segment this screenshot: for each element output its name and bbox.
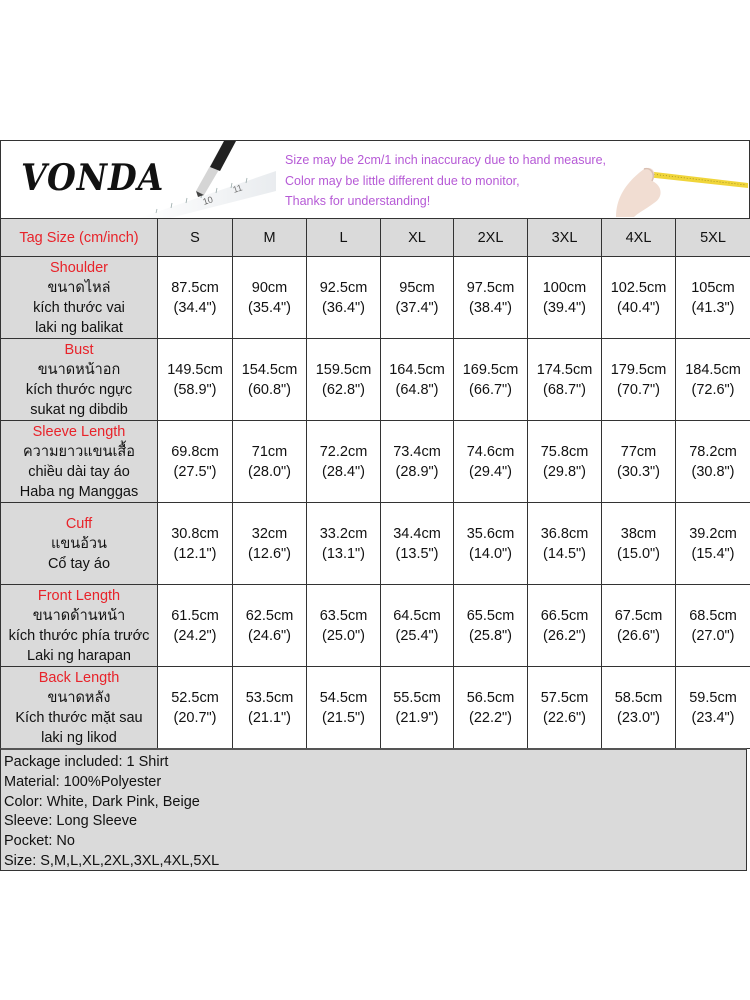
value-inch: (24.6") [247,627,292,644]
measurement-value [381,339,454,421]
measurement-row [1,257,750,339]
note-line: Size may be 2cm/1 inch inaccuracy due to hand measure, [285,153,607,167]
disclaimer-notes [285,150,606,212]
hand-measuring-tape-icon [606,151,748,217]
value-cm: 100cm [542,279,587,296]
size-header: 5XL [676,219,750,257]
measurement-value [233,257,307,339]
value-inch: (40.4") [616,299,661,316]
value-inch: (37.4") [395,299,439,316]
value-inch: (12.1") [173,545,217,562]
value-cm: 62.5cm [245,607,294,624]
measurement-value [233,667,307,749]
measurement-value [158,339,233,421]
value-inch: (60.8") [247,381,292,398]
spec-color: Color: White, Dark Pink, Beige [4,793,200,810]
measurement-value [381,585,454,667]
measurement-title: Front Length [37,587,121,604]
measurement-translation: ความยาวแขนเสื้อ [22,443,135,460]
measurement-value [602,421,676,503]
value-cm: 71cm [251,443,288,460]
value-inch: (13.5") [395,545,439,562]
measurement-translation: kích thước phía trước [8,627,150,644]
value-inch: (72.6") [691,381,735,398]
value-inch: (12.6") [247,545,292,562]
measurement-translation: sukat ng dibdib [30,401,128,418]
measurement-value [528,339,602,421]
value-cm: 74.6cm [466,443,515,460]
measurement-translation: laki ng balikat [35,319,123,336]
measurement-value [454,585,528,667]
note-line: Thanks for understanding! [285,194,431,208]
value-cm: 164.5cm [389,361,445,378]
measurement-translation: kích thước vai [33,299,125,316]
value-cm: 149.5cm [167,361,223,378]
measurement-value [158,421,233,503]
value-cm: 30.8cm [171,525,219,542]
value-inch: (28.0") [247,463,292,480]
value-cm: 63.5cm [319,607,368,624]
value-inch: (21.9") [395,709,439,726]
measurement-value [307,339,381,421]
size-header: S [158,219,233,257]
value-inch: (25.8") [468,627,513,644]
measurement-label [1,257,158,339]
value-cm: 55.5cm [393,689,441,706]
value-cm: 75.8cm [540,443,589,460]
value-cm: 154.5cm [241,361,298,378]
measurement-title: Sleeve Length [32,423,126,440]
spec-size: Size: S,M,L,XL,2XL,3XL,4XL,5XL [4,852,220,869]
svg-text:11: 11 [231,182,244,195]
measurement-value [307,421,381,503]
measurement-title: Back Length [38,669,120,686]
measurement-translation: chiều dài tay áo [28,463,130,480]
measurement-value [528,585,602,667]
measurement-value [676,421,750,503]
value-cm: 56.5cm [466,689,515,706]
tag-size-label: Tag Size (cm/inch) [1,219,158,257]
value-inch: (70.7") [616,381,661,398]
value-cm: 59.5cm [689,689,737,706]
value-inch: (66.7") [468,381,513,398]
measurement-title: Bust [64,341,94,358]
size-chart-banner [0,140,750,219]
value-cm: 102.5cm [610,279,667,296]
measurement-row [1,339,750,421]
value-inch: (24.2") [173,627,217,644]
value-cm: 52.5cm [171,689,219,706]
value-cm: 64.5cm [393,607,441,624]
value-inch: (62.8") [321,381,366,398]
value-cm: 33.2cm [319,525,368,542]
value-cm: 36.8cm [540,525,589,542]
measurement-translation: แขนอ้วน [51,535,107,552]
measurement-translation: ขนาดด้านหน้า [32,607,126,624]
value-inch: (25.4") [395,627,439,644]
value-cm: 169.5cm [462,361,519,378]
measurement-translation: ขนาดหลัง [47,689,111,706]
measurement-value [233,421,307,503]
measurement-value [381,421,454,503]
measurement-translation: Cổ tay áo [47,555,111,572]
size-header: M [233,219,307,257]
value-inch: (68.7") [542,381,587,398]
measurement-value [676,257,750,339]
value-inch: (38.4") [468,299,513,316]
value-cm: 38cm [620,525,657,542]
measurement-row [1,421,750,503]
value-inch: (28.9") [395,463,439,480]
measurement-value [233,339,307,421]
measurement-row [1,667,750,749]
measurement-value [454,667,528,749]
size-header: 3XL [528,219,602,257]
value-cm: 105cm [691,279,735,296]
measurement-translation: Laki ng harapan [27,647,131,664]
measurement-translation: kích thước ngực [25,381,133,398]
value-inch: (30.8") [691,463,735,480]
product-specs [0,748,747,871]
value-cm: 78.2cm [689,443,737,460]
value-cm: 39.2cm [689,525,737,542]
value-cm: 58.5cm [614,689,663,706]
value-cm: 57.5cm [540,689,589,706]
measurement-value [676,667,750,749]
svg-text:10: 10 [201,194,215,207]
measurement-value [307,667,381,749]
measurement-translation: Kích thước mặt sau [15,709,143,726]
value-inch: (36.4") [321,299,366,316]
value-inch: (34.4") [173,299,217,316]
measurement-value [307,585,381,667]
value-cm: 95cm [399,279,435,296]
value-cm: 54.5cm [319,689,368,706]
measurement-translation: ขนาดไหล่ [47,279,111,296]
value-inch: (25.0") [321,627,366,644]
measurement-translation: laki ng likod [41,729,117,746]
value-inch: (21.1") [247,709,292,726]
measurement-value [454,503,528,585]
value-cm: 66.5cm [540,607,589,624]
measurement-value [454,257,528,339]
measurement-value [307,503,381,585]
value-inch: (23.4") [691,709,735,726]
value-cm: 97.5cm [466,279,515,296]
value-inch: (26.6") [616,627,661,644]
value-inch: (26.2") [542,627,587,644]
value-inch: (27.5") [173,463,217,480]
spec-package: Package included: 1 Shirt [4,754,169,770]
value-cm: 68.5cm [689,607,737,624]
value-cm: 184.5cm [685,361,741,378]
measurement-label [1,585,158,667]
value-cm: 159.5cm [315,361,372,378]
value-cm: 87.5cm [171,279,219,296]
measurement-title: Shoulder [49,259,109,276]
value-inch: (22.2") [468,709,513,726]
value-inch: (14.5") [542,545,587,562]
spec-material: Material: 100%Polyester [4,773,162,790]
value-cm: 32cm [251,525,288,542]
value-inch: (64.8") [395,381,439,398]
value-cm: 90cm [251,279,288,296]
value-cm: 65.5cm [466,607,515,624]
measurement-translation: Haba ng Manggas [19,483,139,500]
measurement-value [158,667,233,749]
value-inch: (22.6") [542,709,587,726]
value-inch: (27.0") [691,627,735,644]
value-inch: (15.4") [691,545,735,562]
size-header: XL [381,219,454,257]
size-header-row [1,219,750,257]
value-cm: 69.8cm [171,443,219,460]
measurement-value [528,667,602,749]
measurement-value [602,667,676,749]
value-cm: 67.5cm [614,607,663,624]
value-cm: 174.5cm [536,361,593,378]
value-cm: 61.5cm [171,607,219,624]
spec-pocket: Pocket: No [4,833,75,850]
measurement-row [1,503,750,585]
value-cm: 73.4cm [393,443,441,460]
measurement-value [158,503,233,585]
value-inch: (13.1") [321,545,366,562]
measurement-value [233,503,307,585]
measurement-value [528,257,602,339]
value-cm: 53.5cm [245,689,294,706]
value-inch: (29.4") [468,463,513,480]
measurement-value [602,503,676,585]
measurement-value [233,585,307,667]
value-cm: 34.4cm [393,525,441,542]
measurement-value [381,667,454,749]
size-header: 4XL [602,219,676,257]
measurement-value [676,503,750,585]
measurement-value [602,585,676,667]
value-inch: (28.4") [321,463,366,480]
value-inch: (14.0") [468,545,513,562]
value-inch: (35.4") [247,299,292,316]
value-inch: (15.0") [616,545,661,562]
value-inch: (29.8") [542,463,587,480]
value-inch: (41.3") [691,299,735,316]
measurement-label [1,339,158,421]
size-chart-table [0,218,750,749]
brand-logo: VONDA [21,157,165,199]
measurement-value [158,257,233,339]
measurement-value [602,257,676,339]
value-inch: (21.5") [321,709,366,726]
measurement-value [381,257,454,339]
measurement-value [454,421,528,503]
value-cm: 77cm [620,443,657,460]
value-inch: (39.4") [542,299,587,316]
value-cm: 92.5cm [319,279,368,296]
measurement-value [381,503,454,585]
note-line: Color may be little different due to monitor, [285,173,520,188]
pencil-ruler-icon [126,141,276,219]
measurement-value [676,339,750,421]
spec-sleeve: Sleeve: Long Sleeve [4,813,138,830]
measurement-value [676,585,750,667]
value-inch: (20.7") [173,709,217,726]
value-cm: 72.2cm [319,443,368,460]
measurement-value [158,585,233,667]
size-header: L [307,219,381,257]
size-header: 2XL [454,219,528,257]
measurement-value [454,339,528,421]
value-inch: (23.0") [616,709,661,726]
measurement-title: Cuff [65,515,93,532]
value-cm: 35.6cm [466,525,515,542]
measurement-label [1,421,158,503]
measurement-translation: ขนาดหน้าอก [37,361,121,378]
value-cm: 179.5cm [610,361,667,378]
measurement-label [1,503,158,585]
measurement-label [1,667,158,749]
measurement-value [528,503,602,585]
measurement-row [1,585,750,667]
measurement-value [602,339,676,421]
measurement-value [528,421,602,503]
value-inch: (58.9") [173,381,217,398]
measurement-value [307,257,381,339]
value-inch: (30.3") [616,463,661,480]
